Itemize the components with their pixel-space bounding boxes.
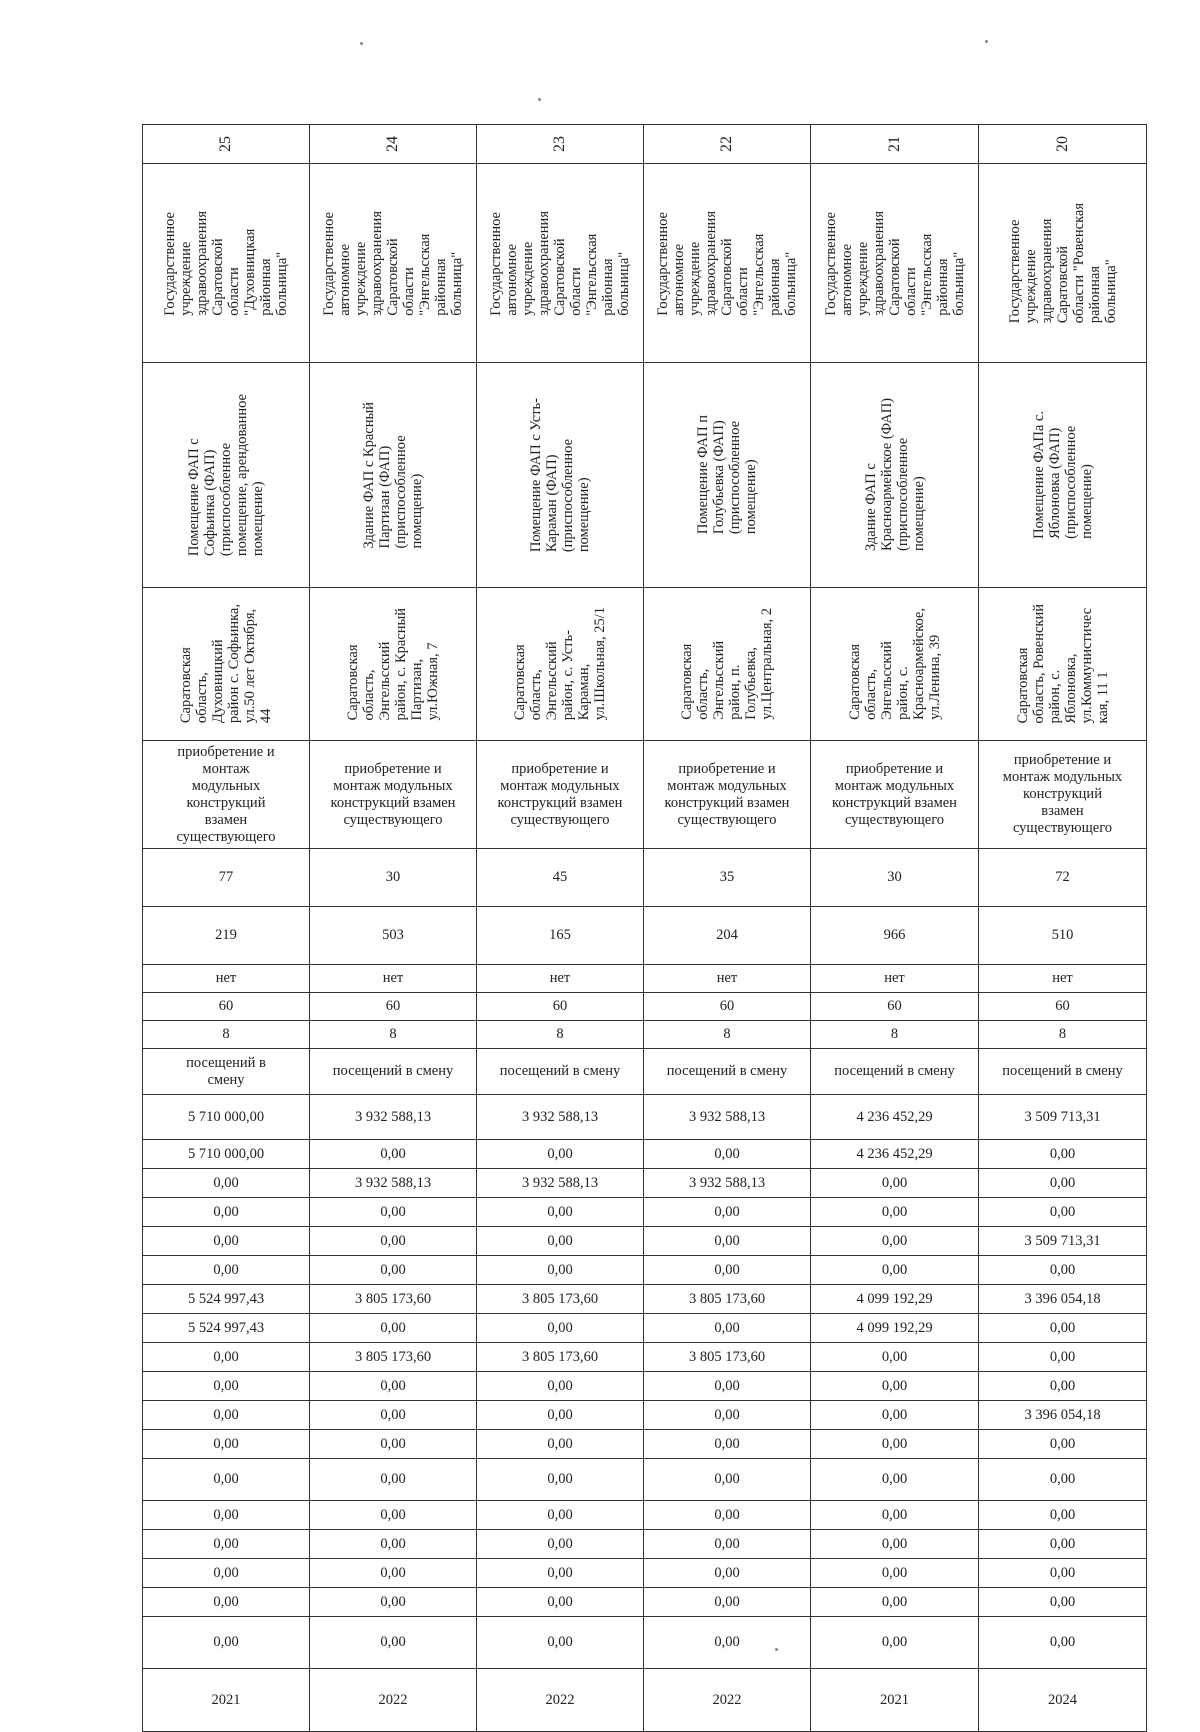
federal-amount: 4 236 452,29 bbox=[811, 1140, 979, 1169]
action-cell: приобретение и монтаж модульных конструкций взамен существующего bbox=[143, 741, 310, 849]
address-cell-text: Саратовская область, Энгельсский район, с. Красный Партизан, ул.Южная, 7 bbox=[345, 607, 441, 721]
capacity-value: 77 bbox=[143, 849, 310, 907]
object-cell bbox=[143, 363, 310, 588]
extra-row-20: 0,00 bbox=[310, 1501, 477, 1530]
rotated-text-wrap bbox=[477, 164, 643, 362]
extra-row-20: 0,00 bbox=[811, 1501, 979, 1530]
extra-row-19: 0,00 bbox=[979, 1459, 1147, 1501]
extra-row-21: 0,00 bbox=[644, 1530, 811, 1559]
population-value: 219 bbox=[143, 907, 310, 965]
address-cell bbox=[979, 588, 1147, 741]
total-amount: 3 509 713,31 bbox=[979, 1095, 1147, 1140]
cost-total: 3 805 173,60 bbox=[477, 1285, 644, 1314]
extra-row-21: 0,00 bbox=[310, 1530, 477, 1559]
rotated-text-wrap bbox=[143, 125, 309, 163]
table-row-value bbox=[143, 993, 1147, 1021]
extra-row-21: 0,00 bbox=[979, 1530, 1147, 1559]
rotated-text-wrap bbox=[143, 363, 309, 587]
table-row-value bbox=[143, 1285, 1147, 1314]
population-value: 165 bbox=[477, 907, 644, 965]
population-value: 204 bbox=[644, 907, 811, 965]
population-value: 503 bbox=[310, 907, 477, 965]
unit-value: посещений в смену bbox=[979, 1049, 1147, 1095]
table-row-value bbox=[143, 1430, 1147, 1459]
year-value: 2022 bbox=[644, 1669, 811, 1732]
row-number-cell-text: 21 bbox=[885, 136, 903, 152]
unit-value: посещений в смену bbox=[143, 1049, 310, 1095]
row-number-cell bbox=[143, 125, 310, 164]
federal-amount: 0,00 bbox=[477, 1140, 644, 1169]
cost-regional: 3 805 173,60 bbox=[310, 1343, 477, 1372]
population-value: 966 bbox=[811, 907, 979, 965]
rotated-text-wrap bbox=[310, 125, 476, 163]
availability-value: нет bbox=[811, 965, 979, 993]
value-60: 60 bbox=[644, 993, 811, 1021]
address-cell bbox=[310, 588, 477, 741]
table-row-value bbox=[143, 1169, 1147, 1198]
cost-federal: 0,00 bbox=[979, 1314, 1147, 1343]
amount-row-10: 0,00 bbox=[310, 1198, 477, 1227]
table-row-value bbox=[143, 965, 1147, 993]
value-8: 8 bbox=[644, 1021, 811, 1049]
extra-row-24: 0,00 bbox=[644, 1617, 811, 1669]
row-number-cell bbox=[477, 125, 644, 164]
cost-row-18: 0,00 bbox=[979, 1430, 1147, 1459]
table-body bbox=[143, 125, 1147, 1732]
capacity-value: 72 bbox=[979, 849, 1147, 907]
extra-row-19: 0,00 bbox=[644, 1459, 811, 1501]
federal-amount: 0,00 bbox=[310, 1140, 477, 1169]
table-row-value bbox=[143, 1343, 1147, 1372]
availability-value: нет bbox=[477, 965, 644, 993]
table-row-value bbox=[143, 1588, 1147, 1617]
rotated-text-wrap bbox=[644, 125, 810, 163]
regional-amount: 3 932 588,13 bbox=[477, 1169, 644, 1198]
cost-federal: 5 524 997,43 bbox=[143, 1314, 310, 1343]
value-60: 60 bbox=[979, 993, 1147, 1021]
extra-row-22: 0,00 bbox=[143, 1559, 310, 1588]
organization-cell bbox=[644, 164, 811, 363]
rotated-text-wrap bbox=[477, 125, 643, 163]
object-cell-text: Здание ФАП с Красный Партизан (ФАП) (приспособленное помещение) bbox=[361, 401, 425, 549]
object-cell-text: Здание ФАП с Красноармейское (ФАП) (приспособленное помещение) bbox=[862, 398, 927, 552]
extra-row-23: 0,00 bbox=[143, 1588, 310, 1617]
address-cell bbox=[644, 588, 811, 741]
cost-row-16: 0,00 bbox=[143, 1372, 310, 1401]
federal-amount: 0,00 bbox=[979, 1140, 1147, 1169]
regional-amount: 0,00 bbox=[811, 1169, 979, 1198]
unit-value: посещений в смену bbox=[644, 1049, 811, 1095]
regional-amount: 0,00 bbox=[143, 1169, 310, 1198]
extra-row-23: 0,00 bbox=[644, 1588, 811, 1617]
value-8: 8 bbox=[979, 1021, 1147, 1049]
cost-row-16: 0,00 bbox=[644, 1372, 811, 1401]
availability-value: нет bbox=[310, 965, 477, 993]
object-cell bbox=[979, 363, 1147, 588]
value-8: 8 bbox=[477, 1021, 644, 1049]
organization-cell-text: Государственное автономное учреждение здравоохранения Саратовской области "Энгельсская районная больница" bbox=[822, 210, 967, 316]
capacity-value: 35 bbox=[644, 849, 811, 907]
table-row-value bbox=[143, 1401, 1147, 1430]
table-row-value bbox=[143, 849, 1147, 907]
cost-row-18: 0,00 bbox=[310, 1430, 477, 1459]
action-cell: приобретение и монтаж модульных конструкций взамен существующего bbox=[979, 741, 1147, 849]
action-cell: приобретение и монтаж модульных конструкций взамен существующего bbox=[477, 741, 644, 849]
amount-row-12: 0,00 bbox=[811, 1256, 979, 1285]
rotated-text-wrap bbox=[477, 363, 643, 587]
amount-row-12: 0,00 bbox=[477, 1256, 644, 1285]
table-row-value bbox=[143, 907, 1147, 965]
table-row-org bbox=[143, 164, 1147, 363]
federal-amount: 0,00 bbox=[644, 1140, 811, 1169]
cost-regional: 0,00 bbox=[811, 1343, 979, 1372]
organization-cell-text: Государственное учреждение здравоохранения Саратовской области "Ровенская районная больница" bbox=[1006, 202, 1119, 324]
table-row-action bbox=[143, 741, 1147, 849]
rotated-text-wrap bbox=[310, 588, 476, 740]
table-row-value bbox=[143, 1021, 1147, 1049]
availability-value: нет bbox=[979, 965, 1147, 993]
total-amount: 3 932 588,13 bbox=[477, 1095, 644, 1140]
address-cell-text: Саратовская область, Ровенский район, с. Яблоновка, ул.Коммунистичес кая, 11 1 bbox=[1014, 604, 1111, 724]
cost-row-17: 0,00 bbox=[310, 1401, 477, 1430]
object-cell bbox=[477, 363, 644, 588]
extra-row-19: 0,00 bbox=[477, 1459, 644, 1501]
capacity-value: 30 bbox=[310, 849, 477, 907]
amount-row-11: 3 509 713,31 bbox=[979, 1227, 1147, 1256]
rotated-text-wrap bbox=[644, 164, 810, 362]
regional-amount: 0,00 bbox=[979, 1169, 1147, 1198]
rotated-text-wrap bbox=[310, 164, 476, 362]
amount-row-11: 0,00 bbox=[143, 1227, 310, 1256]
amount-row-11: 0,00 bbox=[477, 1227, 644, 1256]
scan-speck bbox=[538, 98, 541, 101]
amount-row-12: 0,00 bbox=[979, 1256, 1147, 1285]
table-row-value bbox=[143, 1617, 1147, 1669]
table-row-value bbox=[143, 1559, 1147, 1588]
value-8: 8 bbox=[310, 1021, 477, 1049]
row-number-cell-text: 20 bbox=[1053, 136, 1071, 152]
table-row-num bbox=[143, 125, 1147, 164]
organization-cell bbox=[143, 164, 310, 363]
organization-cell bbox=[811, 164, 979, 363]
object-cell-text: Помещение ФАП п Голубьевка (ФАП) (приспособленное помещение) bbox=[695, 415, 759, 535]
extra-row-20: 0,00 bbox=[644, 1501, 811, 1530]
rotated-text-wrap bbox=[811, 363, 978, 587]
extra-row-23: 0,00 bbox=[811, 1588, 979, 1617]
unit-value: посещений в смену bbox=[811, 1049, 979, 1095]
table-row-value bbox=[143, 1198, 1147, 1227]
table-row-value bbox=[143, 1140, 1147, 1169]
extra-row-24: 0,00 bbox=[310, 1617, 477, 1669]
amount-row-12: 0,00 bbox=[644, 1256, 811, 1285]
action-cell: приобретение и монтаж модульных конструкций взамен существующего bbox=[310, 741, 477, 849]
value-60: 60 bbox=[143, 993, 310, 1021]
cost-row-18: 0,00 bbox=[811, 1430, 979, 1459]
extra-row-21: 0,00 bbox=[143, 1530, 310, 1559]
rotated-text-wrap bbox=[477, 588, 643, 740]
extra-row-22: 0,00 bbox=[979, 1559, 1147, 1588]
amount-row-11: 0,00 bbox=[310, 1227, 477, 1256]
cost-federal: 0,00 bbox=[310, 1314, 477, 1343]
extra-row-23: 0,00 bbox=[979, 1588, 1147, 1617]
object-cell-text: Помещение ФАПа с. Яблоновка (ФАП) (приспособленное помещение) bbox=[1030, 411, 1095, 539]
cost-total: 3 396 054,18 bbox=[979, 1285, 1147, 1314]
amount-row-10: 0,00 bbox=[644, 1198, 811, 1227]
value-60: 60 bbox=[310, 993, 477, 1021]
value-60: 60 bbox=[811, 993, 979, 1021]
rotated-text-wrap bbox=[979, 125, 1146, 163]
rotated-text-wrap bbox=[979, 363, 1146, 587]
cost-row-17: 3 396 054,18 bbox=[979, 1401, 1147, 1430]
action-cell: приобретение и монтаж модульных конструкций взамен существующего bbox=[811, 741, 979, 849]
extra-row-20: 0,00 bbox=[979, 1501, 1147, 1530]
organization-cell-text: Государственное автономное учреждение здравоохранения Саратовской области "Энгельсская районная больница" bbox=[488, 210, 632, 316]
year-value: 2021 bbox=[143, 1669, 310, 1732]
capacity-value: 45 bbox=[477, 849, 644, 907]
unit-value: посещений в смену bbox=[477, 1049, 644, 1095]
organization-cell bbox=[477, 164, 644, 363]
address-cell bbox=[143, 588, 310, 741]
extra-row-22: 0,00 bbox=[310, 1559, 477, 1588]
rotated-text-wrap bbox=[811, 588, 978, 740]
value-8: 8 bbox=[143, 1021, 310, 1049]
table-row-address bbox=[143, 588, 1147, 741]
cost-federal: 0,00 bbox=[644, 1314, 811, 1343]
organization-cell-text: Государственное учреждение здравоохранения Саратовской области "Духовницкая районная больница" bbox=[162, 210, 290, 316]
organization-cell-text: Государственное автономное учреждение здравоохранения Саратовской области "Энгельсская районная больница" bbox=[655, 210, 799, 316]
extra-row-23: 0,00 bbox=[310, 1588, 477, 1617]
cost-regional: 3 805 173,60 bbox=[477, 1343, 644, 1372]
table-row-value bbox=[143, 1372, 1147, 1401]
amount-row-12: 0,00 bbox=[143, 1256, 310, 1285]
availability-value: нет bbox=[143, 965, 310, 993]
total-amount: 3 932 588,13 bbox=[310, 1095, 477, 1140]
address-cell-text: Саратовская область, Энгельсский район, с. Красноармейское, ул.Ленина, 39 bbox=[846, 608, 943, 720]
rotated-text-wrap bbox=[979, 164, 1146, 362]
address-cell bbox=[477, 588, 644, 741]
table-row-object bbox=[143, 363, 1147, 588]
population-value: 510 bbox=[979, 907, 1147, 965]
regional-amount: 3 932 588,13 bbox=[644, 1169, 811, 1198]
scan-speck bbox=[360, 42, 363, 45]
table-row-value bbox=[143, 1256, 1147, 1285]
amount-row-10: 0,00 bbox=[477, 1198, 644, 1227]
row-number-cell-text: 22 bbox=[718, 136, 735, 152]
extra-row-24: 0,00 bbox=[477, 1617, 644, 1669]
rotated-text-wrap bbox=[143, 588, 309, 740]
organization-cell-text: Государственное автономное учреждение здравоохранения Саратовской области "Энгельсская районная больница" bbox=[321, 210, 465, 316]
capacity-value: 30 bbox=[811, 849, 979, 907]
cost-row-18: 0,00 bbox=[143, 1430, 310, 1459]
extra-row-19: 0,00 bbox=[143, 1459, 310, 1501]
cost-regional: 0,00 bbox=[979, 1343, 1147, 1372]
object-cell-text: Помещение ФАП с Усть- Караман (ФАП) (приспособленное помещение) bbox=[528, 397, 592, 553]
extra-row-21: 0,00 bbox=[811, 1530, 979, 1559]
object-cell bbox=[310, 363, 477, 588]
scan-speck bbox=[985, 40, 988, 43]
year-value: 2021 bbox=[811, 1669, 979, 1732]
action-cell: приобретение и монтаж модульных конструкций взамен существующего bbox=[644, 741, 811, 849]
extra-row-22: 0,00 bbox=[477, 1559, 644, 1588]
extra-row-20: 0,00 bbox=[477, 1501, 644, 1530]
table-row-value bbox=[143, 1314, 1147, 1343]
object-cell bbox=[644, 363, 811, 588]
rotated-text-wrap bbox=[310, 363, 476, 587]
row-number-cell bbox=[310, 125, 477, 164]
total-amount: 3 932 588,13 bbox=[644, 1095, 811, 1140]
row-number-cell-text: 23 bbox=[551, 136, 568, 152]
rotated-text-wrap bbox=[644, 588, 810, 740]
table-row-value bbox=[143, 1227, 1147, 1256]
row-number-cell-text: 24 bbox=[384, 136, 401, 152]
year-value: 2022 bbox=[310, 1669, 477, 1732]
object-cell bbox=[811, 363, 979, 588]
extra-row-19: 0,00 bbox=[310, 1459, 477, 1501]
row-number-cell-text: 25 bbox=[217, 136, 234, 152]
cost-federal: 4 099 192,29 bbox=[811, 1314, 979, 1343]
extra-row-24: 0,00 bbox=[811, 1617, 979, 1669]
cost-row-18: 0,00 bbox=[477, 1430, 644, 1459]
cost-total: 4 099 192,29 bbox=[811, 1285, 979, 1314]
amount-row-10: 0,00 bbox=[811, 1198, 979, 1227]
value-8: 8 bbox=[811, 1021, 979, 1049]
cost-total: 3 805 173,60 bbox=[644, 1285, 811, 1314]
cost-total: 5 524 997,43 bbox=[143, 1285, 310, 1314]
amount-row-11: 0,00 bbox=[644, 1227, 811, 1256]
availability-value: нет bbox=[644, 965, 811, 993]
row-number-cell bbox=[644, 125, 811, 164]
total-amount: 5 710 000,00 bbox=[143, 1095, 310, 1140]
table-row-value bbox=[143, 1095, 1147, 1140]
amount-row-10: 0,00 bbox=[979, 1198, 1147, 1227]
object-cell-text: Помещение ФАП с Софьинка (ФАП) (приспособленное помещение, арендованное помещение) bbox=[186, 393, 266, 557]
cost-total: 3 805 173,60 bbox=[310, 1285, 477, 1314]
table-row-value bbox=[143, 1049, 1147, 1095]
cost-regional: 0,00 bbox=[143, 1343, 310, 1372]
rotated-text-wrap bbox=[644, 363, 810, 587]
table-row-value bbox=[143, 1530, 1147, 1559]
unit-value: посещений в смену bbox=[310, 1049, 477, 1095]
cost-row-17: 0,00 bbox=[143, 1401, 310, 1430]
extra-row-21: 0,00 bbox=[477, 1530, 644, 1559]
organization-cell bbox=[310, 164, 477, 363]
federal-amount: 5 710 000,00 bbox=[143, 1140, 310, 1169]
extra-row-24: 0,00 bbox=[143, 1617, 310, 1669]
facilities-table bbox=[142, 124, 1147, 1732]
table-row-value bbox=[143, 1459, 1147, 1501]
extra-row-19: 0,00 bbox=[811, 1459, 979, 1501]
cost-regional: 3 805 173,60 bbox=[644, 1343, 811, 1372]
amount-row-12: 0,00 bbox=[310, 1256, 477, 1285]
cost-row-16: 0,00 bbox=[477, 1372, 644, 1401]
cost-federal: 0,00 bbox=[477, 1314, 644, 1343]
address-cell bbox=[811, 588, 979, 741]
cost-row-18: 0,00 bbox=[644, 1430, 811, 1459]
rotated-text-wrap bbox=[143, 164, 309, 362]
extra-row-22: 0,00 bbox=[811, 1559, 979, 1588]
extra-row-24: 0,00 bbox=[979, 1617, 1147, 1669]
row-number-cell bbox=[979, 125, 1147, 164]
regional-amount: 3 932 588,13 bbox=[310, 1169, 477, 1198]
cost-row-16: 0,00 bbox=[310, 1372, 477, 1401]
amount-row-10: 0,00 bbox=[143, 1198, 310, 1227]
extra-row-23: 0,00 bbox=[477, 1588, 644, 1617]
table-row-value bbox=[143, 1669, 1147, 1732]
value-60: 60 bbox=[477, 993, 644, 1021]
cost-row-16: 0,00 bbox=[979, 1372, 1147, 1401]
cost-row-17: 0,00 bbox=[477, 1401, 644, 1430]
table-row-value bbox=[143, 1501, 1147, 1530]
amount-row-11: 0,00 bbox=[811, 1227, 979, 1256]
extra-row-20: 0,00 bbox=[143, 1501, 310, 1530]
row-number-cell bbox=[811, 125, 979, 164]
organization-cell bbox=[979, 164, 1147, 363]
rotated-text-wrap bbox=[811, 164, 978, 362]
total-amount: 4 236 452,29 bbox=[811, 1095, 979, 1140]
year-value: 2022 bbox=[477, 1669, 644, 1732]
address-cell-text: Саратовская область, Энгельсский район, п. Голубьевка, ул.Центральная, 2 bbox=[679, 608, 775, 720]
cost-row-16: 0,00 bbox=[811, 1372, 979, 1401]
extra-row-22: 0,00 bbox=[644, 1559, 811, 1588]
cost-row-17: 0,00 bbox=[811, 1401, 979, 1430]
cost-row-17: 0,00 bbox=[644, 1401, 811, 1430]
address-cell-text: Саратовская область, Энгельсский район, с. Усть- Караман, ул.Школьная, 25/1 bbox=[512, 607, 608, 721]
rotated-text-wrap bbox=[979, 588, 1146, 740]
address-cell-text: Саратовская область, Духовницкий район с. Софьинка, ул.50 лет Октября, 44 bbox=[178, 604, 274, 724]
rotated-text-wrap bbox=[811, 125, 978, 163]
year-value: 2024 bbox=[979, 1669, 1147, 1732]
